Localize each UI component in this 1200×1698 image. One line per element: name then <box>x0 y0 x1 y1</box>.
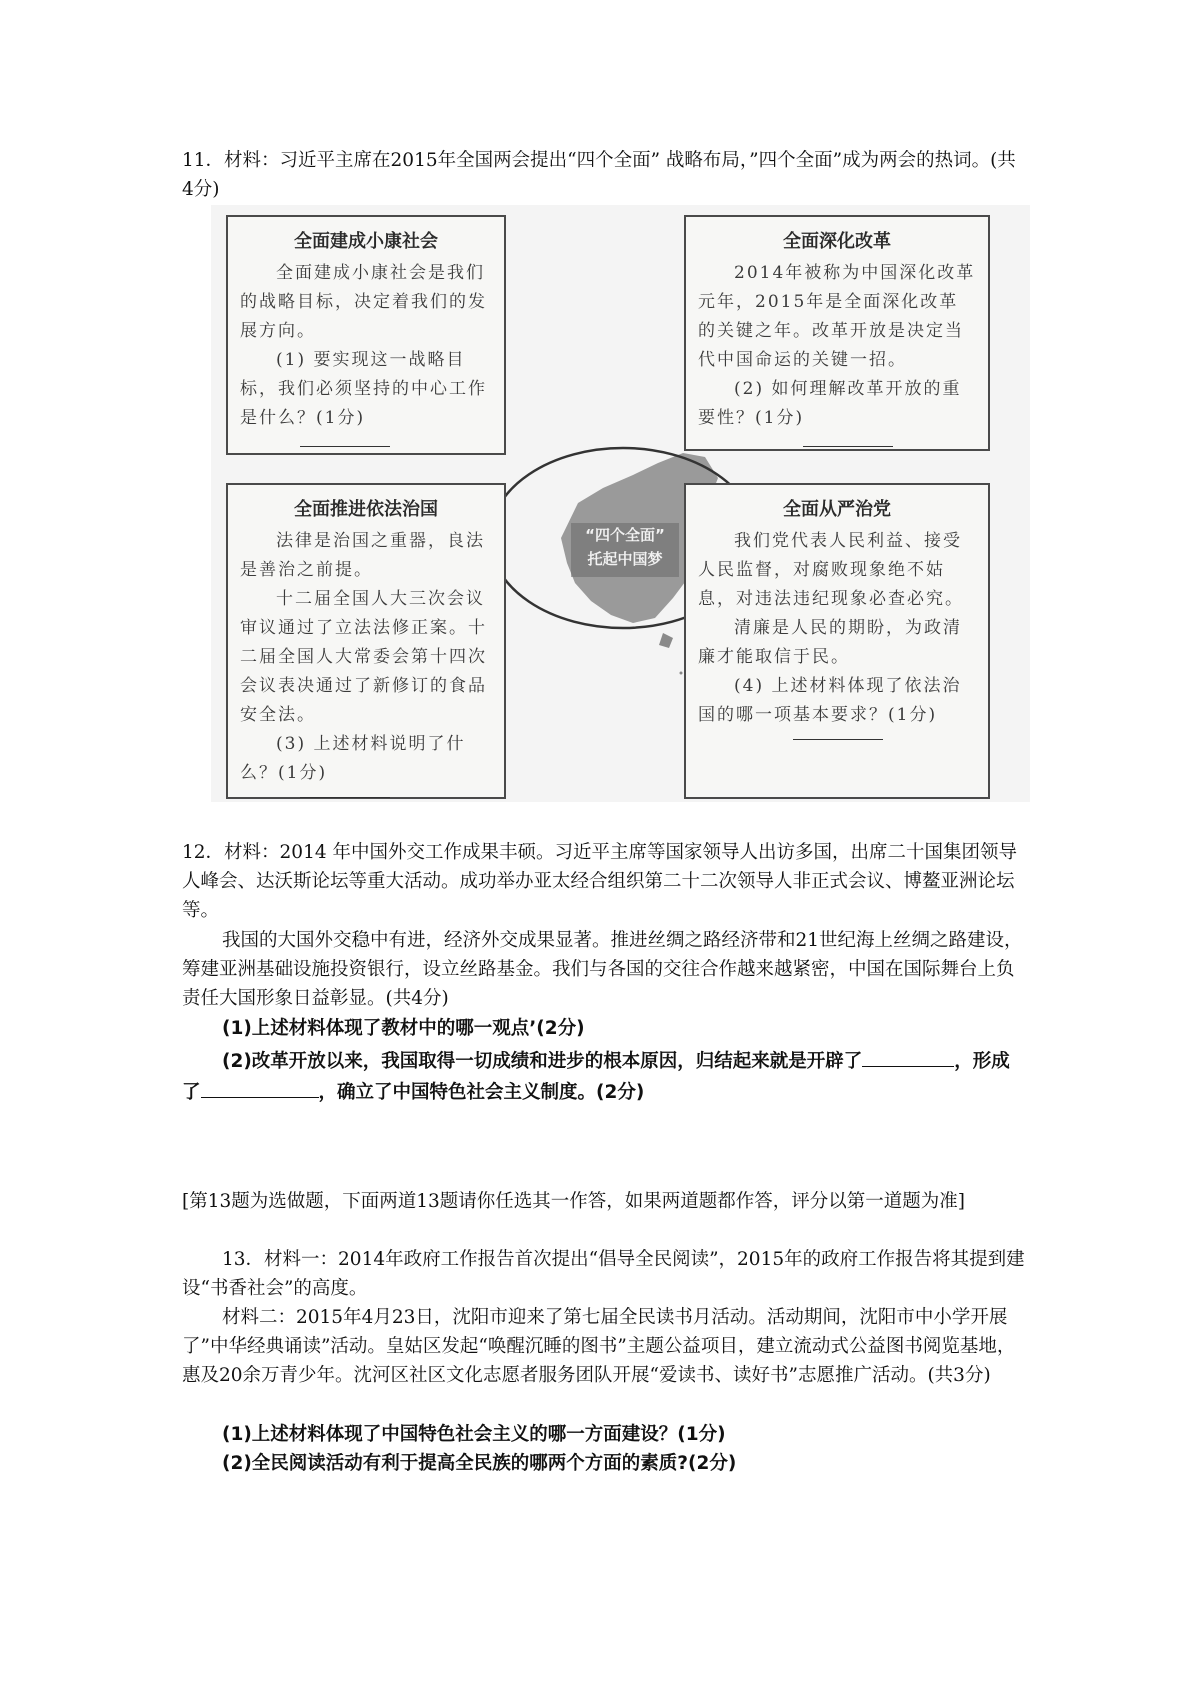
q12-material: 12．材料：2014 年中国外交工作成果丰硕。习近平主席等国家领导人出访多国，出席二十国集团领导人峰会、达沃斯论坛等重大活动。成功举办亚太经合组织第二十二次领导人非正式会议、博鳌亚洲论坛等。 <box>182 842 1018 921</box>
box-question: (1) 要实现这一战略目标，我们必须坚持的中心工作是什么？(1分) <box>240 350 487 428</box>
box-text: 2014年被称为中国深化改革元年，2015年是全面深化改革的关键之年。改革开放是决定当代中国命运的关键一招。 <box>698 263 976 370</box>
four-comprehensives-figure <box>211 205 1030 802</box>
q13-material-1: 13．材料一：2014年政府工作报告首次提出“倡导全民阅读”，2015年的政府工作报告将其提到建设“书香社会”的高度。 <box>182 1249 1025 1299</box>
q12-sub2 <box>182 1046 1027 1108</box>
q13-sub1: (1)上述材料体现了中国特色社会主义的哪一方面建设？(1分) <box>222 1424 726 1445</box>
box-reform <box>684 215 990 451</box>
box-text: 法律是治国之重器，良法是善治之前提。 <box>240 531 485 580</box>
box-title: 全面从严治党 <box>783 499 891 520</box>
q12-sub1: (1)上述材料体现了教材中的哪一观点’(2分) <box>222 1018 585 1039</box>
q12-sub2-part-b: ，形成了 <box>182 1051 1010 1103</box>
box-question: (4) 上述材料体现了依法治国的哪一项基本要求？(1分) <box>698 676 962 725</box>
q12-sub2-part-a: (2)改革开放以来，我国取得一切成绩和进步的根本原因，归结起来就是开辟了 <box>222 1051 863 1072</box>
answer-blank[interactable] <box>803 445 893 447</box>
box-party <box>684 483 990 799</box>
answer-blank-2[interactable] <box>201 1079 319 1098</box>
center-title-line1: “四个全面” <box>585 526 665 544</box>
box-text: 十二届全国人大三次会议审议通过了立法法修正案。十二届全国人大常委会第十四次会议表决通过了新修订的食品安全法。 <box>240 589 487 725</box>
center-title-line2: 托起中国梦 <box>587 550 663 568</box>
q12-sub2-part-c: ，确立了中国特色社会主义制度。(2分) <box>318 1082 645 1103</box>
box-text: 全面建成小康社会是我们的战略目标，决定着我们的发展方向。 <box>240 263 487 341</box>
answer-blank[interactable] <box>793 738 883 740</box>
q11-intro: 11．材料：习近平主席在2015年全国两会提出“四个全面” 战略布局，”四个全面”成为两会的热词。(共4分) <box>182 150 1016 200</box>
box-text: 清廉是人民的期盼，为政清廉才能取信于民。 <box>698 618 962 667</box>
box-title: 全面深化改革 <box>783 231 891 252</box>
box-xiaokang <box>226 215 506 455</box>
q13-material-2: 材料二：2015年4月23日，沈阳市迎来了第七届全民读书月活动。活动期间，沈阳市中小学开展了”中华经典诵读”活动。皇姑区发起“唤醒沉睡的图书”主题公益项目，建立流动式公益图书阅览基地，惠及20余万青少年。沈河区社区文化志愿者服务团队开展“爱读书、读好书”志愿推广活动。(共3分) <box>182 1307 1016 1386</box>
q13-note: [第13题为选做题，下面两道13题请你任选其一作答，如果两道题都作答，评分以第一道题为准] <box>182 1191 966 1212</box>
box-title: 全面建成小康社会 <box>294 231 438 252</box>
q13-sub2: (2)全民阅读活动有利于提高全民族的哪两个方面的素质?(2分) <box>222 1453 737 1474</box>
box-question: (3) 上述材料说明了什么？(1分) <box>240 734 466 783</box>
answer-blank[interactable] <box>300 445 390 447</box>
q12-material-2: 我国的大国外交稳中有进，经济外交成果显著。推进丝绸之路经济带和21世纪海上丝绸之路建设，筹建亚洲基础设施投资银行，设立丝路基金。我们与各国的交往合作越来越紧密，中国在国际舞台上负责任大国形象日益彰显。(共4分) <box>182 930 1023 1009</box>
box-question: (2) 如何理解改革开放的重要性？(1分) <box>698 379 962 428</box>
box-title: 全面推进依法治国 <box>294 499 438 520</box>
answer-blank-1[interactable] <box>862 1048 954 1067</box>
box-rule-of-law <box>226 483 506 799</box>
answer-blank[interactable] <box>300 796 390 798</box>
box-text: 我们党代表人民利益、接受人民监督，对腐败现象绝不姑息，对违法违纪现象必查必究。 <box>698 531 964 609</box>
